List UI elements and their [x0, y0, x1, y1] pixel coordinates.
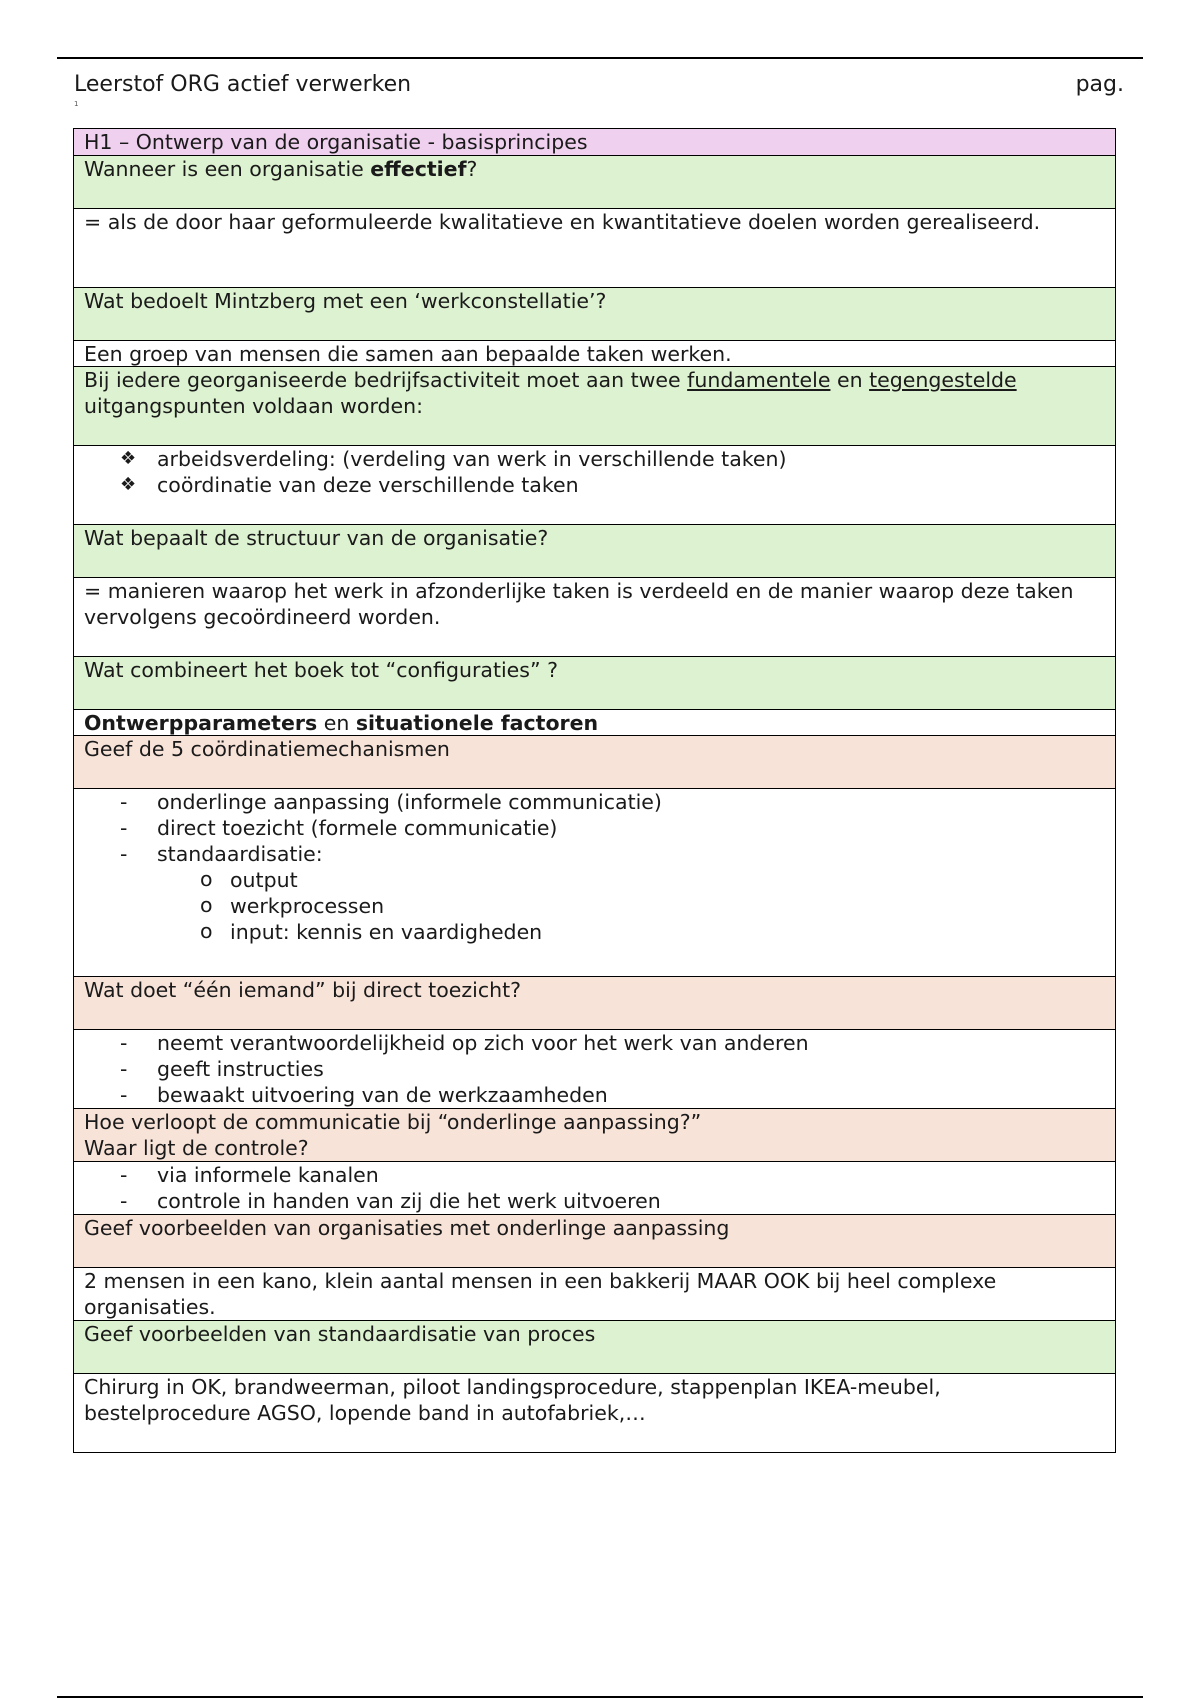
list-item: - neemt verantwoordelijkheid op zich voor het werk van anderen — [120, 1031, 809, 1055]
list-item: ❖ arbeidsverdeling: (verdeling van werk in verschillende taken) — [120, 447, 787, 471]
bottom-rule — [57, 1696, 1143, 1698]
question-text: Wat doet “één iemand” bij direct toezicht? — [84, 978, 522, 1002]
list-item: - via informele kanalen — [120, 1163, 379, 1187]
answer-row-werkconstellatie — [74, 341, 1115, 367]
question-row-direct-toezicht — [74, 977, 1115, 1030]
question-text: Geef voorbeelden van organisaties met onderlinge aanpassing — [84, 1216, 730, 1240]
answer-row-configuraties — [74, 710, 1115, 736]
list-item: - controle in handen van zij die het werk uitvoeren — [120, 1189, 661, 1213]
question-text: Wanneer is een organisatie effectief? — [84, 157, 478, 181]
question-text: Bij iedere georganiseerde bedrijfsactiviteit moet aan twee fundamentele en tegengestelde uitgangspunten voldaan worden: — [84, 368, 1017, 418]
dash-bullet-icon: - — [120, 1163, 128, 1187]
answer-row-onderlinge-aanpassing — [74, 1162, 1115, 1215]
answer-row-direct-toezicht — [74, 1030, 1115, 1109]
question-row-standaardisatie-proces — [74, 1321, 1115, 1374]
document-title: Leerstof ORG actief verwerken — [74, 72, 412, 97]
question-row-werkconstellatie — [74, 288, 1115, 341]
circle-bullet-icon: o — [200, 919, 213, 943]
answer-row-voorbeelden-aanpassing — [74, 1268, 1115, 1321]
page-label: pag. — [1075, 72, 1124, 97]
dash-bullet-list — [84, 789, 1105, 867]
diamond-bullet-icon: ❖ — [120, 474, 137, 495]
question-text: Waar ligt de controle? — [84, 1136, 309, 1160]
list-item: ❖ coördinatie van deze verschillende taken — [120, 473, 579, 497]
answer-text: 2 mensen in een kano, klein aantal mensen in een bakkerij MAAR OOK bij heel complexe organisaties. — [84, 1269, 997, 1319]
answer-text: Een groep van mensen die samen aan bepaalde taken werken. — [84, 342, 732, 366]
sub-list-item: o output — [200, 867, 298, 892]
answer-text: Ontwerpparameters en situationele factoren — [84, 711, 599, 735]
answer-row-coordinatiemechanismen — [74, 789, 1115, 977]
question-text: Wat bepaalt de structuur van de organisatie? — [84, 526, 549, 550]
answer-row-structuur — [74, 578, 1115, 657]
question-row-uitgangspunten — [74, 367, 1115, 446]
dash-bullet-icon: - — [120, 842, 128, 866]
sub-list-item: o input: kennis en vaardigheden — [200, 919, 543, 944]
dash-bullet-list — [84, 1030, 1105, 1108]
dash-bullet-icon: - — [120, 816, 128, 840]
question-text: Geef voorbeelden van standaardisatie van proces — [84, 1322, 596, 1346]
chapter-header-row — [74, 129, 1115, 156]
question-row-effectief — [74, 156, 1115, 209]
question-text: Geef de 5 coördinatiemechanismen — [84, 737, 450, 761]
dash-bullet-icon: - — [120, 1031, 128, 1055]
question-text: Hoe verloopt de communicatie bij “onderlinge aanpassing?” — [84, 1110, 702, 1134]
list-item: - direct toezicht (formele communicatie) — [120, 816, 558, 840]
list-item: - standaardisatie: — [120, 842, 323, 866]
question-text: Wat combineert het boek tot “configuraties” ? — [84, 658, 558, 682]
question-row-onderlinge-aanpassing — [74, 1109, 1115, 1162]
question-text: Wat bedoelt Mintzberg met een ‘werkconstellatie’? — [84, 289, 607, 313]
question-row-configuraties — [74, 657, 1115, 710]
answer-text: Chirurg in OK, brandweerman, piloot landingsprocedure, stappenplan IKEA-meubel, bestelprocedure AGSO, lopende band in autofabriek,… — [84, 1375, 941, 1425]
circle-bullet-sublist — [84, 867, 1105, 945]
question-row-coordinatiemechanismen — [74, 736, 1115, 789]
answer-row-uitgangspunten — [74, 446, 1115, 525]
chapter-title: H1 – Ontwerp van de organisatie - basisprincipes — [84, 130, 588, 154]
answer-text: = manieren waarop het werk in afzonderlijke taken is verdeeld en de manier waarop deze taken vervolgens gecoördineerd worden. — [84, 579, 1074, 629]
list-item: - geeft instructies — [120, 1057, 324, 1081]
diamond-bullet-list — [84, 446, 1105, 498]
dash-bullet-icon: - — [120, 1189, 128, 1213]
qa-table — [73, 128, 1116, 1453]
tiny-page-mark: 1 — [74, 100, 79, 108]
list-item: - onderlinge aanpassing (informele communicatie) — [120, 790, 662, 814]
answer-row-effectief — [74, 209, 1115, 288]
dash-bullet-list — [84, 1162, 1105, 1214]
answer-row-standaardisatie-proces — [74, 1374, 1115, 1452]
question-row-structuur — [74, 525, 1115, 578]
sub-list-item: o werkprocessen — [200, 893, 385, 918]
answer-text: = als de door haar geformuleerde kwalitatieve en kwantitatieve doelen worden gerealiseerd. — [84, 210, 1041, 234]
diamond-bullet-icon: ❖ — [120, 448, 137, 469]
question-row-voorbeelden-aanpassing — [74, 1215, 1115, 1268]
dash-bullet-icon: - — [120, 1057, 128, 1081]
dash-bullet-icon: - — [120, 1083, 128, 1107]
list-item: - bewaakt uitvoering van de werkzaamheden — [120, 1083, 608, 1107]
dash-bullet-icon: - — [120, 790, 128, 814]
circle-bullet-icon: o — [200, 867, 213, 891]
top-rule — [57, 57, 1143, 59]
circle-bullet-icon: o — [200, 893, 213, 917]
